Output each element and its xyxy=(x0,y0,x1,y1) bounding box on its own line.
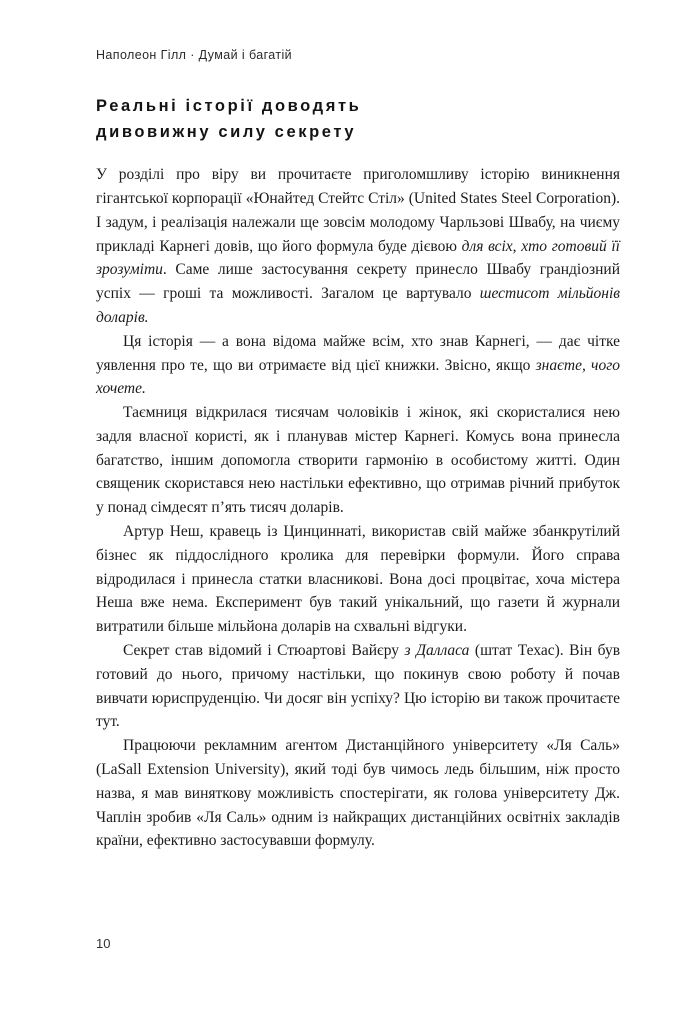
page-number: 10 xyxy=(96,936,111,951)
italic-text-run: для всіх, хто готовий її зрозуміти xyxy=(96,237,620,279)
body-text xyxy=(96,163,620,853)
text-run: Працюючи рекламним агентом Дистанційного університету «Ля Саль» (LaSall Extension University), який тоді був чимось ледь більшим, ніж просто назва, я мав виняткову можливість спостерігати, як голова університету Дж. Чаплін зробив «Ля Саль» одним із найкращих дистанційних освітніх закладів країни, ефективно застосувавши формулу. xyxy=(96,737,620,850)
text-run: У розділі про віру ви прочитаєте приголомшливу історію виникнення гігантської корпорації «Юнайтед Стейтс Стіл» (United States Steel Corporation). І задум, і реалізація належали ще зовсім молодому Чарльзові Швабу, на чиєму прикладі Карнегі довів, що його формула буде дієвою xyxy=(96,166,620,255)
text-run: . Саме лише застосування секрету принесло Швабу грандіозний успіх — гроші та можливості. Загалом це вартувало xyxy=(96,261,620,303)
italic-text-run: з Далласа xyxy=(404,642,470,660)
paragraph xyxy=(96,520,620,639)
paragraph xyxy=(96,639,620,734)
chapter-heading xyxy=(96,94,620,145)
chapter-heading-line-1: Реальні історії доводять xyxy=(96,97,362,115)
italic-text-run: знаєте, чого хочете. xyxy=(96,356,620,398)
paragraph xyxy=(96,163,620,330)
text-run: Таємниця відкрилася тисячам чоловіків і жінок, які скористалися нею задля власної користі, як і планував містер Карнегі. Комусь вона принесла багатство, іншим допомогла створити гармонію в особистому житті. Один священик скористався нею настільки ефективно, що отримав річний прибуток у понад сімдесят п’ять тисяч доларів. xyxy=(96,404,620,517)
italic-text-run: шестисот мільйонів доларів. xyxy=(96,285,620,326)
paragraph xyxy=(96,734,620,853)
running-header: Наполеон Гілл · Думай і багатій xyxy=(96,48,293,62)
paragraph xyxy=(96,330,620,401)
text-run: (штат Техас). Він був готовий до нього, причому настільки, що покинув свою роботу й почав вивчати юриспруденцію. Чи досяг він успіху? Цю історію ви також прочитаєте тут. xyxy=(96,642,621,731)
text-run: Артур Неш, кравець із Цинциннаті, використав свій майже збанкрутілий бізнес як піддослідного кролика для перевірки формули. Його справа відродилася і принесла статки власникові. Вона досі процвітає, хоча містера Неша вже нема. Експеримент був такий унікальний, що газети й журнали витратили більше мільйона доларів на схвальні відгуки. xyxy=(96,523,620,636)
paragraph xyxy=(96,401,620,520)
chapter-heading-line-2: дивовижну силу секрету xyxy=(96,122,357,141)
text-run: Секрет став відомий і Стюартові Вайєру xyxy=(123,642,405,660)
text-run: Ця історія — а вона відома майже всім, хто знав Карнегі, — дає чітке уявлення про те, що ви отримаєте від цієї книжки. Звісно, якщо xyxy=(96,332,620,374)
